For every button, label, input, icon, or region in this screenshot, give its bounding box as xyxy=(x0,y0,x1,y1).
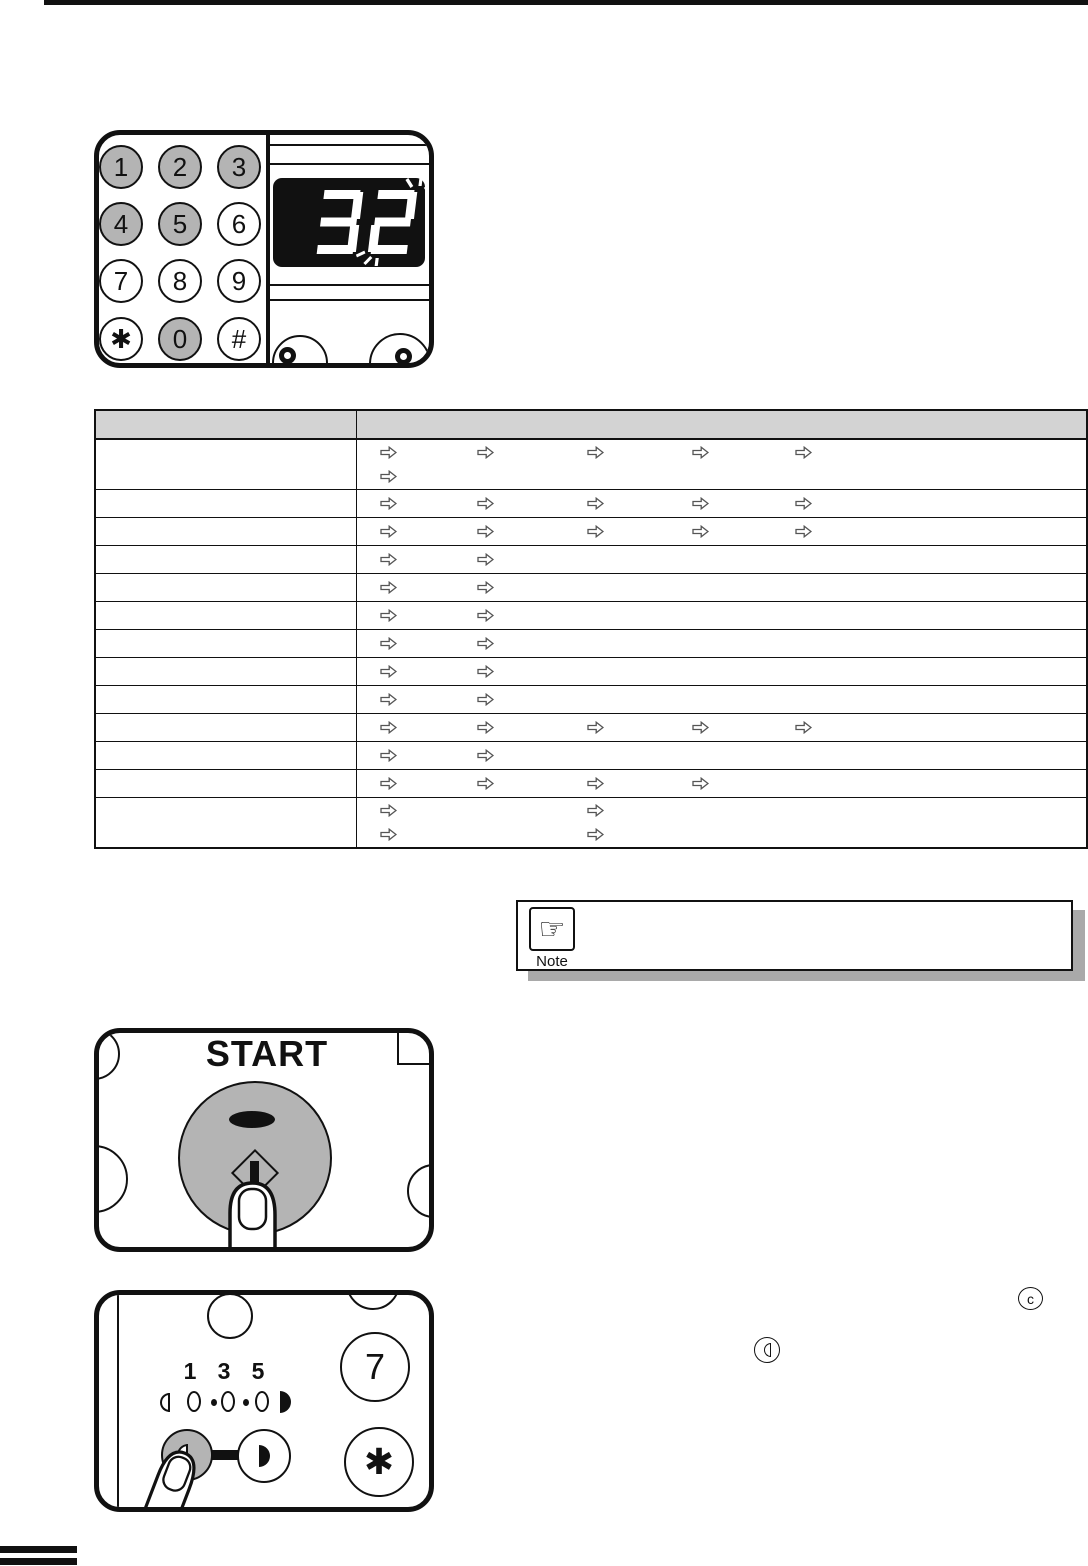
table-cell-label xyxy=(96,714,357,741)
right-arrow-icon xyxy=(795,497,812,510)
table-cell-arrows xyxy=(357,602,1086,629)
table-row xyxy=(96,489,1086,517)
start-figure xyxy=(94,1028,434,1252)
right-arrow-icon xyxy=(477,553,494,566)
table-cell-label xyxy=(96,490,357,517)
arrow-line xyxy=(357,518,1086,545)
table-cell-arrows xyxy=(357,798,1086,847)
right-arrow-icon xyxy=(477,693,494,706)
table-cell-arrows xyxy=(357,742,1086,769)
right-arrow-icon xyxy=(692,497,709,510)
table-row xyxy=(96,573,1086,601)
key-label: ✱ xyxy=(363,1441,395,1482)
top-rule xyxy=(44,0,1088,5)
right-arrow-icon xyxy=(380,446,397,459)
arrow-line xyxy=(357,440,1086,465)
table-cell-label xyxy=(96,770,357,797)
table-cell-label xyxy=(96,574,357,601)
display-value xyxy=(273,178,425,267)
scale-label-3: 3 xyxy=(217,1358,231,1384)
table-row xyxy=(96,517,1086,545)
table-body xyxy=(96,440,1086,847)
arrow-line xyxy=(357,546,1086,573)
arrow-line xyxy=(357,630,1086,657)
light-symbol-icon xyxy=(764,1343,771,1357)
right-arrow-icon xyxy=(477,749,494,762)
light-key-icon xyxy=(754,1337,780,1363)
footer-mark xyxy=(0,1546,77,1553)
table-header-cell xyxy=(357,411,1086,438)
table-cell-label xyxy=(96,440,357,489)
table-header-row xyxy=(96,411,1086,440)
table-row xyxy=(96,713,1086,741)
right-arrow-icon xyxy=(380,749,397,762)
right-arrow-icon xyxy=(477,637,494,650)
right-arrow-icon xyxy=(692,777,709,790)
key-label: 7 xyxy=(364,1346,386,1387)
arrow-line xyxy=(357,686,1086,713)
keypad-key-1: 1 xyxy=(99,145,143,189)
table-row xyxy=(96,797,1086,847)
right-arrow-icon xyxy=(380,497,397,510)
arrow-line xyxy=(357,823,1086,848)
arrow-line xyxy=(357,602,1086,629)
arrow-line xyxy=(357,742,1086,769)
arrow-table xyxy=(94,409,1088,849)
scale-label-5: 5 xyxy=(251,1358,265,1384)
table-cell-arrows xyxy=(357,490,1086,517)
table-cell-arrows xyxy=(357,686,1086,713)
right-arrow-icon xyxy=(477,665,494,678)
right-arrow-icon xyxy=(692,721,709,734)
right-arrow-icon xyxy=(692,525,709,538)
right-arrow-icon xyxy=(692,446,709,459)
table-cell-arrows xyxy=(357,770,1086,797)
right-arrow-icon xyxy=(380,581,397,594)
exposure-figure xyxy=(94,1290,434,1512)
table-row xyxy=(96,440,1086,489)
table-cell-label xyxy=(96,686,357,713)
right-arrow-icon xyxy=(587,721,604,734)
panel-divider xyxy=(266,135,270,363)
table-row xyxy=(96,685,1086,713)
table-cell-label xyxy=(96,658,357,685)
right-arrow-icon xyxy=(380,609,397,622)
right-arrow-icon xyxy=(380,828,397,841)
right-arrow-icon xyxy=(477,581,494,594)
pointing-hand-icon: ☞ xyxy=(529,907,575,951)
right-arrow-icon xyxy=(477,525,494,538)
keypad-key-9: 9 xyxy=(217,259,261,303)
right-arrow-icon xyxy=(477,446,494,459)
table-row xyxy=(96,741,1086,769)
arrow-line xyxy=(357,574,1086,601)
table-cell-arrows xyxy=(357,440,1086,489)
table-cell-label xyxy=(96,602,357,629)
table-cell-arrows xyxy=(357,714,1086,741)
right-arrow-icon xyxy=(587,446,604,459)
table-cell-arrows xyxy=(357,546,1086,573)
start-label: START xyxy=(205,1033,329,1074)
arrow-line xyxy=(357,798,1086,823)
right-arrow-icon xyxy=(380,804,397,817)
keypad-key-4: 4 xyxy=(99,202,143,246)
panel-line xyxy=(270,299,429,301)
panel-line xyxy=(270,284,429,286)
right-arrow-icon xyxy=(380,470,397,483)
table-cell-label xyxy=(96,518,357,545)
table-cell-label xyxy=(96,546,357,573)
table-cell-arrows xyxy=(357,658,1086,685)
right-arrow-icon xyxy=(795,721,812,734)
right-arrow-icon xyxy=(587,828,604,841)
clear-key-icon xyxy=(1018,1287,1043,1310)
arrow-line xyxy=(357,465,1086,490)
arrow-line xyxy=(357,770,1086,797)
keypad-key-0: 0 xyxy=(158,317,202,361)
keypad-key-8: 8 xyxy=(158,259,202,303)
pressing-finger xyxy=(99,1033,429,1247)
keypad-key-6: 6 xyxy=(217,202,261,246)
clear-key-label: c xyxy=(1027,1290,1034,1307)
right-arrow-icon xyxy=(380,637,397,650)
right-arrow-icon xyxy=(380,525,397,538)
right-arrow-icon xyxy=(795,525,812,538)
panel-line xyxy=(270,144,429,146)
pressing-finger xyxy=(99,1295,429,1507)
table-row xyxy=(96,769,1086,797)
keypad-key-3: 3 xyxy=(217,145,261,189)
right-arrow-icon xyxy=(587,777,604,790)
button-detail-ring xyxy=(279,347,296,364)
keypad-figure xyxy=(94,130,434,368)
arrow-line xyxy=(357,490,1086,517)
table-cell-arrows xyxy=(357,518,1086,545)
keypad-key-✱: ✱ xyxy=(99,317,143,361)
table-row xyxy=(96,601,1086,629)
right-arrow-icon xyxy=(380,777,397,790)
right-arrow-icon xyxy=(587,804,604,817)
table-cell-label xyxy=(96,630,357,657)
right-arrow-icon xyxy=(477,721,494,734)
copy-quantity-display xyxy=(273,178,425,267)
arrow-line xyxy=(357,714,1086,741)
table-row xyxy=(96,545,1086,573)
table-row xyxy=(96,657,1086,685)
right-arrow-icon xyxy=(380,693,397,706)
table-cell-arrows xyxy=(357,630,1086,657)
keypad-key-5: 5 xyxy=(158,202,202,246)
keypad-key-7: 7 xyxy=(99,259,143,303)
table-cell-arrows xyxy=(357,574,1086,601)
right-arrow-icon xyxy=(477,609,494,622)
keypad-key-2: 2 xyxy=(158,145,202,189)
keypad-key-#: # xyxy=(217,317,261,361)
right-arrow-icon xyxy=(477,777,494,790)
right-arrow-icon xyxy=(587,525,604,538)
arrow-line xyxy=(357,658,1086,685)
right-arrow-icon xyxy=(795,446,812,459)
table-header-cell xyxy=(96,411,357,438)
right-arrow-icon xyxy=(477,497,494,510)
table-cell-label xyxy=(96,798,357,847)
right-arrow-icon xyxy=(587,497,604,510)
note-label: Note xyxy=(536,953,568,970)
table-row xyxy=(96,629,1086,657)
right-arrow-icon xyxy=(380,665,397,678)
note-box xyxy=(516,900,1073,971)
button-detail-ring xyxy=(395,348,412,365)
right-arrow-icon xyxy=(380,553,397,566)
table-cell-label xyxy=(96,742,357,769)
footer-mark xyxy=(0,1558,77,1565)
scale-label-1: 1 xyxy=(183,1358,197,1384)
panel-line xyxy=(270,163,429,165)
right-arrow-icon xyxy=(380,721,397,734)
